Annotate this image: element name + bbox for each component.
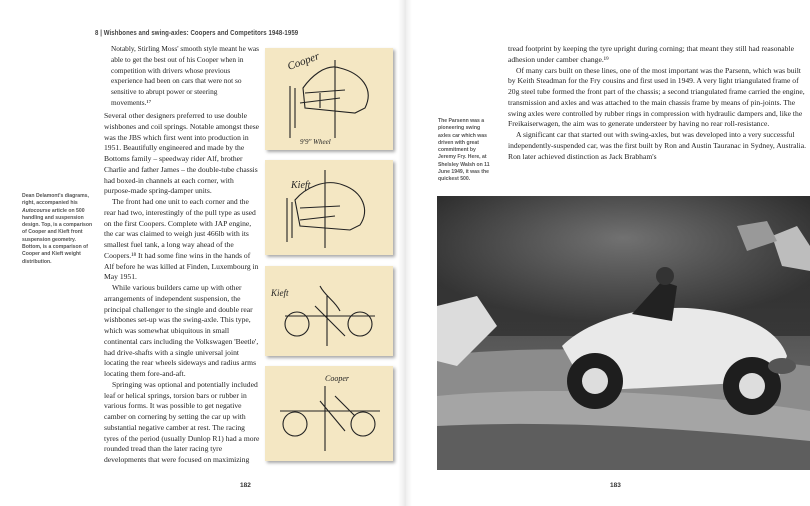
pull-quote: Notably, Stirling Moss' smooth style meant he was able to get the best out of his Cooper when in competition with drivers whose previous experience had been on cars that were not so sensitive to abrupt power or steering movements.¹⁷ xyxy=(111,44,259,107)
race-car-photo xyxy=(437,196,810,470)
right-caption: The Parsenn was a pioneering swing axles car which was driven with great commitment by Jeremy Fry. Here, at Shelsley Walsh on 11 June 1949, it was the quickest 500. xyxy=(438,118,490,183)
sketch-cooper-front xyxy=(265,48,393,150)
page-number: 183 xyxy=(610,482,621,489)
paragraph: While various builders came up with other arrangements of independent suspension, the principal challenger to the single and double rear wishbones set-up was the swing-axle. This type, which was somewhat ubiquitous in small continental cars including the Volkswagen 'Beetle', had drive-shafts with a single universal joint locating the rear wheels sideways and radius arms locating them fore-and-aft. xyxy=(104,283,259,378)
paragraph: Of many cars built on these lines, one of the most important was the Parsenn, which was built by Keith Steadman for the Fry cousins and first used in 1949. A very light triangulated frame of 20g steel tube formed the front part of the chassis; a second triangulated frame carried the engine, transmission and axles and was attached to the main chassis frame by means of pin-joints. The swing axles were controlled by rubber rings in compression with hydraulic dampers and, like the Freikaiserwagen, the aim was to generate understeer by having no rear roll-resistance. xyxy=(508,65,805,129)
paragraph: Several other designers preferred to use double wishbones and coil springs. Notable amongst these was the JBS which first went into production in 1951. Beautifully engineered and made by the Bottoms family – speedway rider Alf, brother Charlie and father James – the double-tube chassis had boxed-in channels at each corner, with purpose-made spring-damper units. xyxy=(104,111,260,196)
left-body-text xyxy=(104,111,260,466)
sketch-kieft-weight xyxy=(265,266,393,356)
book-gutter xyxy=(398,0,412,506)
right-body-text xyxy=(508,44,809,162)
paragraph: A significant car that started out with swing-axles, but was developed into a very successful independently-suspended car, was the first built by Ron and Austin Tauranac in Sydney, Australia. Ron later achieved distinction as Jack Brabham's xyxy=(508,130,807,161)
sketch-cooper-weight xyxy=(265,366,393,461)
paragraph: The front had one unit to each corner and the rear had two, interestingly of the pull type as used on the first Coopers. Complete with JAP engine, the car was claimed to weigh just 466lb with its smallest fuel tank, a long way ahead of the Coopers.¹⁸ It had some fine wins in the hands of Alf before he was killed at Finden, Luxembourg in May 1951. xyxy=(104,197,259,282)
page-number: 182 xyxy=(240,482,251,489)
caption-text: Dean Delamont's diagrams, right, accompanied his xyxy=(22,193,89,207)
sketch-kieft-front xyxy=(265,160,393,255)
left-caption xyxy=(22,193,92,266)
sketch-label: Kieft xyxy=(291,180,311,191)
paragraph: Springing was optional and potentially included leaf or helical springs, torsion bars or rubber in various forms. It was possible to get negative camber on cornering by setting the car up with substantial negative camber at rest. The racing tyres of the period (usually Dunlop R1) had a more rounded tread than the later racing tyre developments that were focused on maximizing xyxy=(104,379,260,464)
sketch-label: Kieft xyxy=(271,288,289,298)
sketch-label-wheel: 9'9" Wheel xyxy=(300,138,331,146)
sketch-label: Cooper xyxy=(285,50,322,73)
caption-italic: Autocourse xyxy=(22,207,51,214)
caption-text: article on 500 handling and suspension design. Top, is a comparison of Cooper and Kieft front suspension geometry. Bottom, is a comparison of Cooper and Kieft weight distribution. xyxy=(22,207,93,265)
sketch-label: Cooper xyxy=(325,374,349,383)
paragraph: tread footprint by keeping the tyre upright during corning; that meant they still had reasonable adhesion under camber change.¹⁹ xyxy=(508,44,794,64)
chapter-header: 8 | Wishbones and swing-axles: Coopers and Competitors 1948-1959 xyxy=(95,28,299,37)
